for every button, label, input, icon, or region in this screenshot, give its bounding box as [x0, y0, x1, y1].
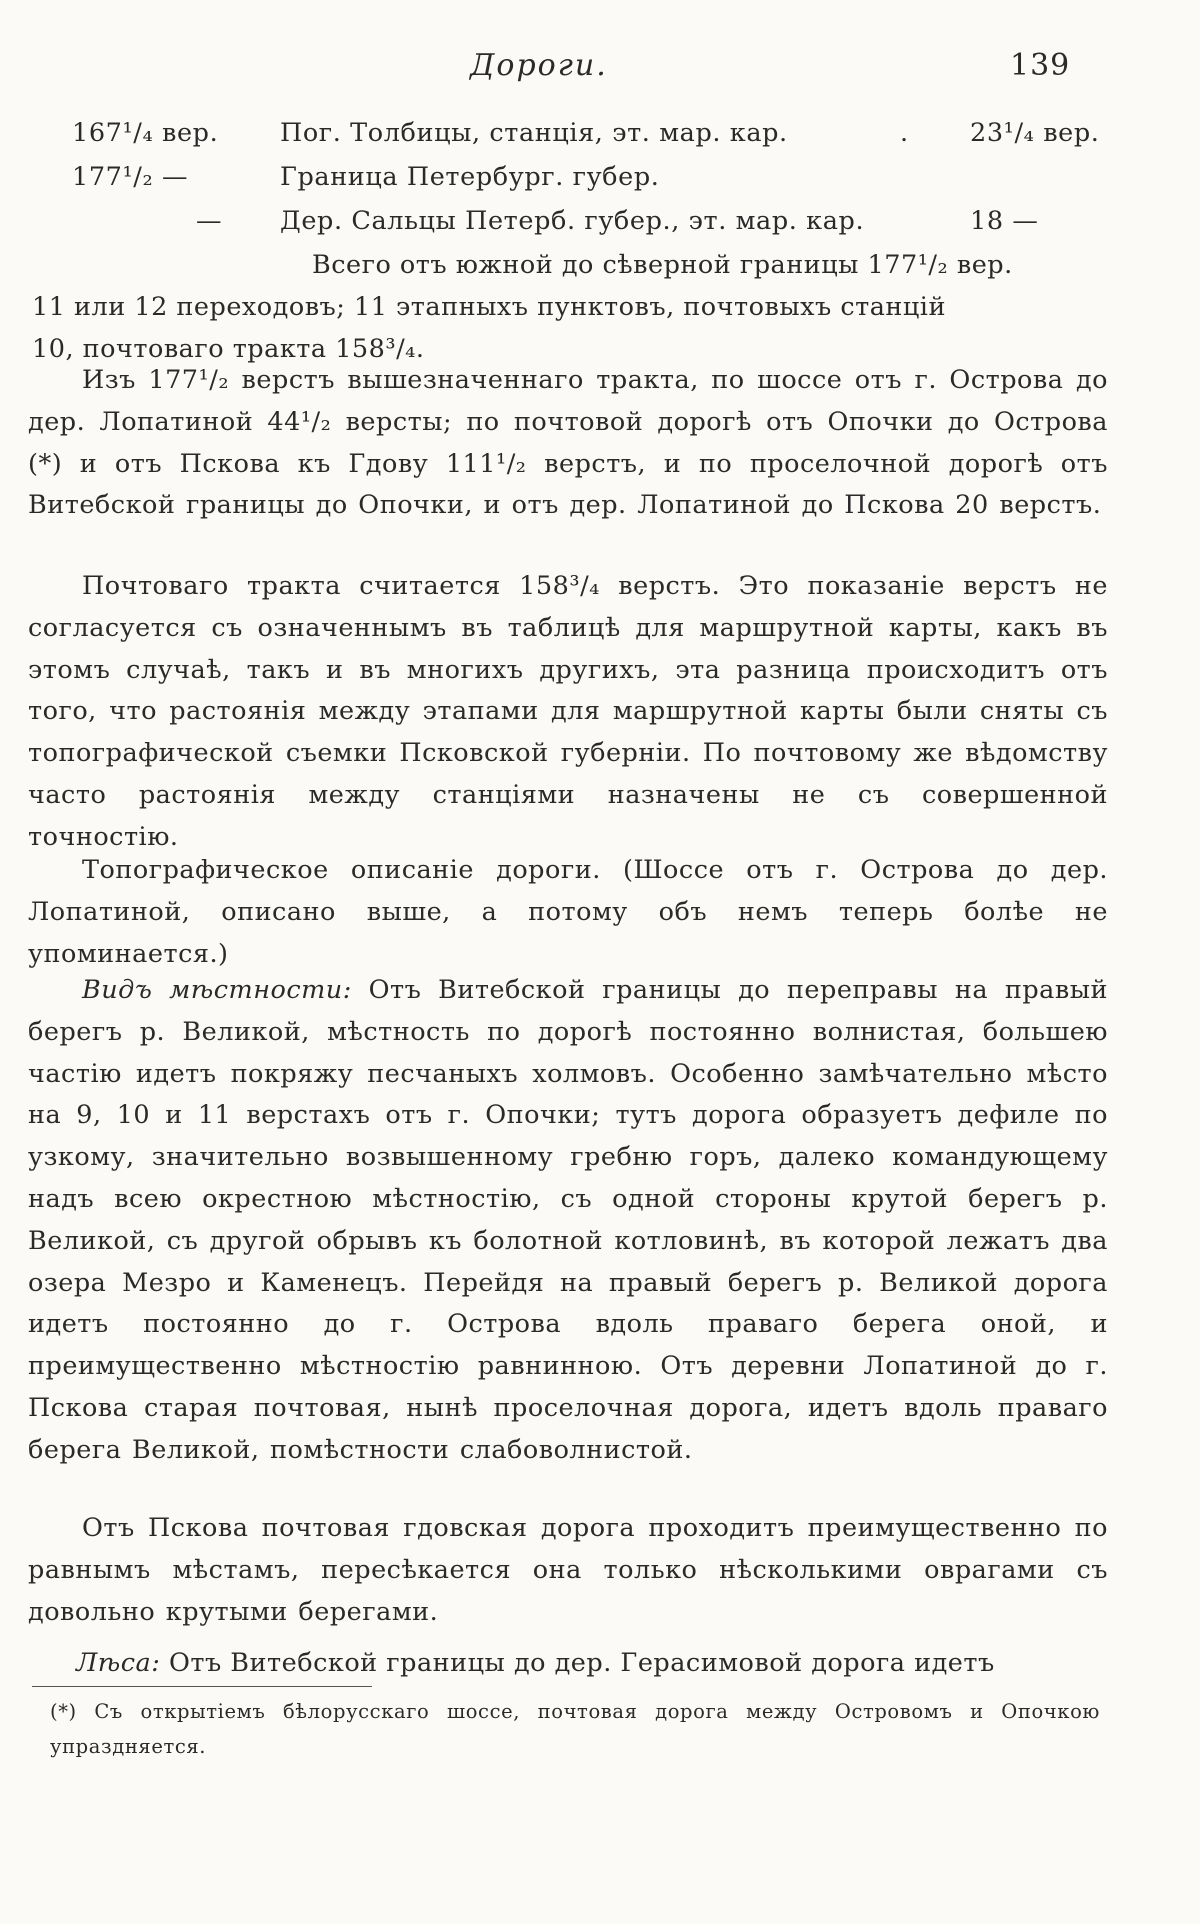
page-header	[0, 48, 1200, 98]
route-row	[0, 162, 1200, 206]
route-total: Всего отъ южной до сѣверной границы 177¹/₂ вер.	[312, 250, 1013, 280]
route-distance: —	[196, 206, 223, 236]
route-place: Пог. Толбицы, станція, эт. мар. кар.	[280, 118, 788, 148]
paragraph	[28, 850, 1108, 975]
route-separator: .	[900, 118, 909, 148]
page-number: 139	[1010, 48, 1071, 83]
paragraph-text: Отъ Витебской границы до переправы на правый берегъ р. Великой, мѣстность по дорогѣ постоянно волнистая, большею частію идетъ покряжу песчаныхъ холмовъ. Особенно замѣчательно мѣсто на 9, 10 и 11 верстахъ отъ г. Опочки; тутъ дорога образуетъ дефиле по узкому, значительно возвышенному гребню горъ, далеко командующему надъ всею окрестною мѣстностію, съ одной стороны крутой берегъ р. Великой, съ другой обрывъ къ болотной котловинѣ, въ которой лежатъ два озера Мезро и Каменецъ. Перейдя на правый берегъ р. Великой дорога идетъ постоянно до г. Острова вдоль праваго берега оной, и преимущественно мѣстностію равнинною. Отъ деревни Лопатиной до г. Пскова старая почтовая, нынѣ проселочная дорога, идетъ вдоль праваго берега Великой, помѣстности слабоволнистой.	[28, 975, 1108, 1465]
route-distance: 177¹/₂ —	[72, 162, 189, 192]
footnote: (*) Съ открытіемъ бѣлорусскаго шоссе, почтовая дорога между Островомъ и Опочкою упраздняется.	[50, 1700, 1100, 1758]
forests-text: Отъ Витебской границы до дер. Герасимовой дорога идетъ	[168, 1648, 995, 1678]
running-title: Дороги.	[470, 48, 608, 83]
route-summary: 10, почтоваго тракта 158³/₄.	[32, 334, 425, 364]
paragraph-text: Отъ Пскова почтовая гдовская дорога проходитъ преимущественно по равнымъ мѣстамъ, пересѣкается она только нѣсколькими оврагами съ довольно крутыми берегами.	[28, 1513, 1108, 1627]
paragraph	[28, 566, 1108, 859]
footnote-divider	[32, 1686, 372, 1687]
paragraph	[28, 970, 1108, 1472]
paragraph-text: Изъ 177¹/₂ верстъ вышезначеннаго тракта, по шоссе отъ г. Острова до дер. Лопатиной 44¹/₂ версты; по почтовой дорогѣ отъ Опочки до Острова (*) и отъ Пскова къ Гдову 111¹/₂ верстъ, и по проселочной дорогѣ отъ Витебской границы до Опочки, и отъ дер. Лопатиной до Пскова 20 верстъ.	[28, 365, 1108, 521]
paragraph-text: Почтоваго тракта считается 158³/₄ верстъ. Это показаніе верстъ не согласуется съ означеннымъ въ таблицѣ для маршрутной карты, какъ въ этомъ случаѣ, такъ и въ многихъ другихъ, эта разница происходитъ отъ того, что растоянія между этапами для маршрутной карты были сняты съ топографической съемки Псковской губерніи. По почтовому же вѣдомству часто растоянія между станціями назначены не съ совершенной точностію.	[28, 571, 1108, 852]
route-distance: 167¹/₄ вер.	[72, 118, 219, 148]
route-stage: 23¹/₄ вер.	[970, 118, 1100, 148]
forests-line	[76, 1648, 995, 1678]
route-row	[0, 118, 1200, 162]
paragraph-lead: Видъ мѣстности:	[82, 975, 352, 1005]
route-summary: 11 или 12 переходовъ; 11 этапныхъ пунктовъ, почтовыхъ станцій	[32, 292, 946, 322]
route-place: Граница Петербург. губер.	[280, 162, 660, 192]
paragraph-text: Топографическое описаніе дороги. (Шоссе отъ г. Острова до дер. Лопатиной, описано выше, а потому объ немъ теперь болѣе не упоминается.)	[28, 855, 1108, 969]
paragraph	[28, 360, 1108, 527]
forests-lead: Лѣса:	[76, 1648, 161, 1678]
route-place: Дер. Сальцы Петерб. губер., эт. мар. кар.	[280, 206, 865, 236]
route-stage: 18 —	[970, 206, 1039, 236]
paragraph	[28, 1508, 1108, 1633]
route-row	[0, 206, 1200, 250]
